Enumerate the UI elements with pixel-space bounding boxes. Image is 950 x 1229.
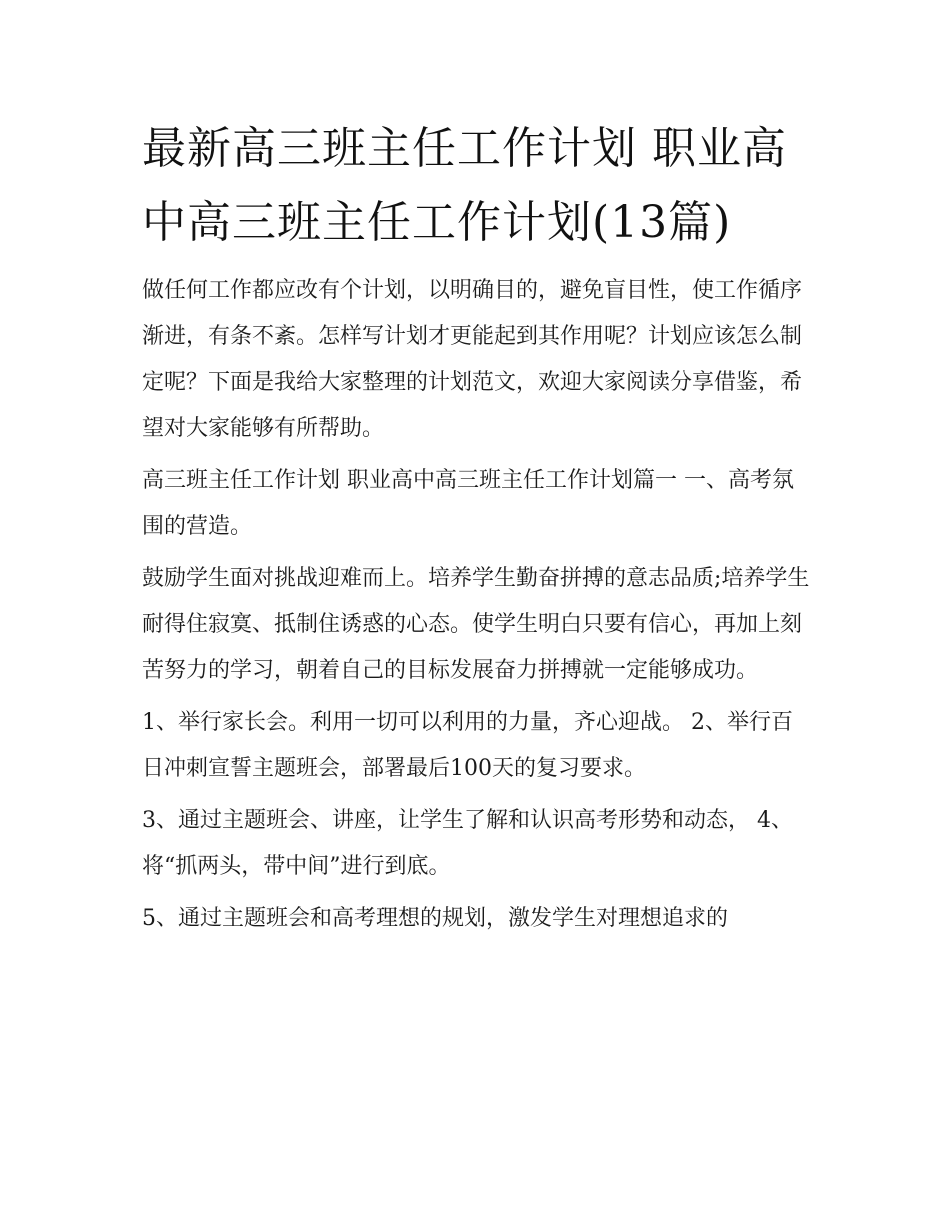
section-heading-paragraph: 高三班主任工作计划 职业高中高三班主任工作计划篇一 一、高考氛围的营造。: [142, 468, 794, 539]
list-item-5: 5、通过主题班会和高考理想的规划，激发学生对理想追求的: [142, 906, 728, 931]
encouragement-paragraph: 鼓励学生面对挑战迎难而上。培养学生勤奋拼搏的意志品质;培养学生耐得住寂寞、抵制住诱惑的心态。使学生明白只要有信心，再加上刻苦努力的学习，朝着自己的目标发展奋力拼搏就一定能够成功。: [142, 566, 810, 683]
document-page: [142, 112, 814, 942]
intro-paragraph: 做任何工作都应改有个计划，以明确目的，避免盲目性，使工作循序渐进，有条不紊。怎样写计划才更能起到其作用呢？计划应该怎么制定呢？下面是我给大家整理的计划范文，欢迎大家阅读分享借鉴，希望对大家能够有所帮助。: [142, 278, 803, 441]
list-item-1-2: 1、举行家长会。利用一切可以利用的力量，齐心迎战。 2、举行百日冲刺宣誓主题班会，部署最后100天的复习要求。: [142, 710, 793, 781]
list-item-3-4: 3、通过主题班会、讲座，让学生了解和认识高考形势和动态， 4、将“抓两头，带中间”进行到底。: [142, 808, 793, 879]
document-title: 最新高三班主任工作计划 职业高中高三班主任工作计划(13篇): [142, 123, 787, 248]
